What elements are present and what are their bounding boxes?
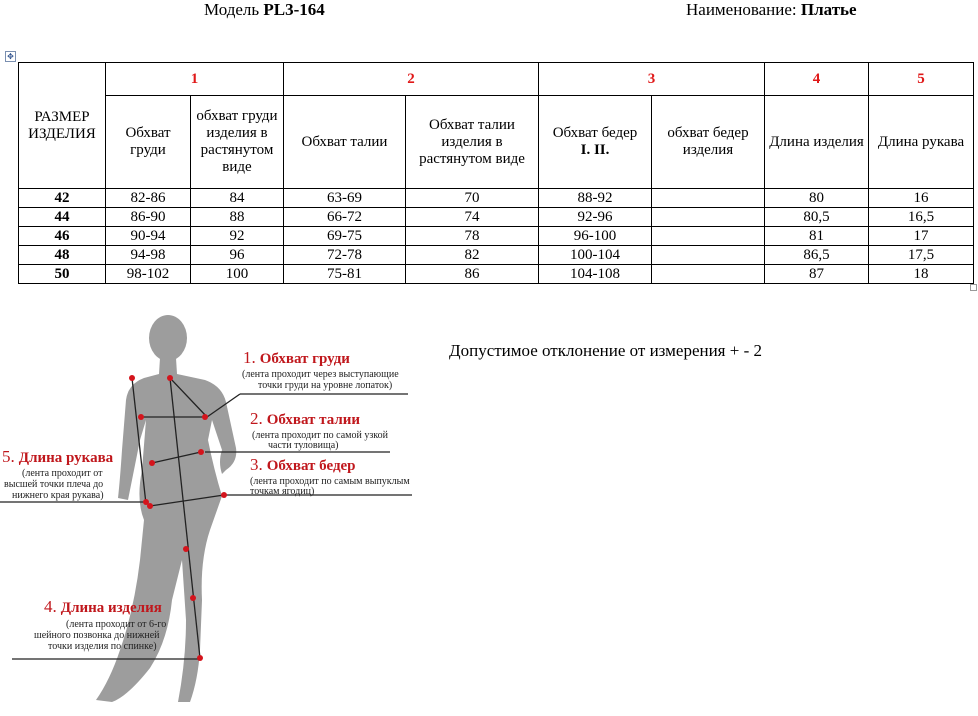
size-cell: 44 [19, 208, 106, 227]
annotation-chest-title: Обхват груди [259, 351, 350, 367]
annotation-hips-note-2: точкам ягодиц) [250, 486, 315, 497]
annotation-sleeve-title: Длина рукава [18, 450, 114, 466]
table-cell: 82-86 [106, 189, 191, 208]
col-header-hips-garment: обхват бедер изделия [652, 96, 765, 189]
table-cell: 74 [406, 208, 539, 227]
table-cell: 88 [191, 208, 284, 227]
table-cell [652, 208, 765, 227]
annotation-sleeve-note-3: нижнего края рукава) [12, 490, 104, 501]
table-cell: 100-104 [539, 246, 652, 265]
size-cell: 48 [19, 246, 106, 265]
col-header-sleeve: Длина рукава [869, 96, 974, 189]
col-header-waist: Обхват талии [284, 96, 406, 189]
col-header-hips-suffix: I. II. [580, 142, 610, 158]
group-1-number: 1 [106, 63, 284, 96]
group-5-number: 5 [869, 63, 974, 96]
name-label: Наименование: [686, 0, 797, 19]
annotation-waist-num: 2. [250, 409, 263, 428]
size-header: РАЗМЕР ИЗДЕЛИЯ [19, 63, 106, 189]
measurement-diagram [0, 305, 440, 716]
group-4-number: 4 [765, 63, 869, 96]
annotation-waist-title: Обхват талии [266, 412, 361, 428]
col-header-chest-stretched: обхват груди изделия в растянутом виде [191, 96, 284, 189]
tolerance-note: Допустимое отклонение от измерения + - 2 [449, 341, 762, 360]
annotation-hips-note-1: (лента проходит по самым выпуклым [250, 476, 410, 487]
table-row [19, 227, 974, 246]
size-cell: 50 [19, 265, 106, 284]
table-move-handle-icon[interactable]: ✥ [5, 51, 16, 62]
table-cell [652, 189, 765, 208]
table-row [19, 246, 974, 265]
table-row [19, 189, 974, 208]
table-cell: 86 [406, 265, 539, 284]
table-cell: 96-100 [539, 227, 652, 246]
table-cell: 98-102 [106, 265, 191, 284]
annotation-chest [243, 348, 350, 367]
annotation-hips [250, 455, 356, 474]
table-cell: 104-108 [539, 265, 652, 284]
col-header-hips [539, 96, 652, 189]
col-header-hips-label: Обхват бедер [552, 125, 638, 141]
table-cell: 80,5 [765, 208, 869, 227]
table-cell: 81 [765, 227, 869, 246]
annotation-chest-note-2: точки груди на уровне лопаток) [258, 380, 393, 391]
table-cell: 17 [869, 227, 974, 246]
table-cell: 16,5 [869, 208, 974, 227]
size-cell: 42 [19, 189, 106, 208]
annotation-waist [250, 409, 360, 428]
annotation-length-title: Длина изделия [60, 600, 162, 616]
col-header-chest: Обхват груди [106, 96, 191, 189]
table-cell: 92-96 [539, 208, 652, 227]
table-cell [652, 227, 765, 246]
annotation-length [44, 597, 162, 616]
table-cell: 70 [406, 189, 539, 208]
annotation-chest-note-1: (лента проходит через выступающие [242, 369, 399, 380]
table-cell: 94-98 [106, 246, 191, 265]
table-row [19, 208, 974, 227]
table-cell: 72-78 [284, 246, 406, 265]
table-cell: 100 [191, 265, 284, 284]
table-cell: 80 [765, 189, 869, 208]
annotation-hips-num: 3. [250, 455, 263, 474]
annotation-sleeve-note-2: высшей точки плеча до [4, 479, 104, 490]
name-heading [686, 0, 857, 20]
group-2-number: 2 [284, 63, 539, 96]
table-cell: 88-92 [539, 189, 652, 208]
annotation-waist-note-1: (лента проходит по самой узкой [252, 430, 388, 441]
annotation-length-note-1: (лента проходит от 6-го [66, 619, 167, 630]
table-cell: 16 [869, 189, 974, 208]
annotation-sleeve-num: 5. [2, 447, 15, 466]
table-cell: 18 [869, 265, 974, 284]
size-table [18, 62, 974, 284]
group-3-number: 3 [539, 63, 765, 96]
table-cell: 75-81 [284, 265, 406, 284]
table-cell: 86,5 [765, 246, 869, 265]
table-cell: 96 [191, 246, 284, 265]
table-resize-handle[interactable] [970, 284, 977, 291]
annotation-sleeve [2, 447, 114, 466]
annotation-length-note-3: точки изделия по спинке) [48, 641, 157, 652]
annotation-waist-note-2: части туловища) [268, 440, 339, 451]
table-cell: 92 [191, 227, 284, 246]
annotation-chest-num: 1. [243, 348, 256, 367]
annotation-hips-title: Обхват бедер [266, 458, 356, 474]
annotation-sleeve-note-1: (лента проходит от [22, 468, 103, 479]
table-row [19, 265, 974, 284]
table-cell: 84 [191, 189, 284, 208]
table-cell: 66-72 [284, 208, 406, 227]
size-cell: 46 [19, 227, 106, 246]
table-cell [652, 265, 765, 284]
table-cell: 86-90 [106, 208, 191, 227]
table-cell: 17,5 [869, 246, 974, 265]
table-cell: 78 [406, 227, 539, 246]
table-cell: 69-75 [284, 227, 406, 246]
model-value: PL3-164 [263, 0, 325, 19]
annotation-length-note-2: шейного позвонка до нижней [34, 630, 160, 641]
col-header-waist-stretched: Обхват талии изделия в растянутом виде [406, 96, 539, 189]
table-cell [652, 246, 765, 265]
table-cell: 82 [406, 246, 539, 265]
name-value: Платье [800, 0, 857, 19]
model-label: Модель [204, 0, 260, 19]
table-cell: 63-69 [284, 189, 406, 208]
col-header-length: Длина изделия [765, 96, 869, 189]
table-cell: 87 [765, 265, 869, 284]
annotation-length-num: 4. [44, 597, 57, 616]
model-heading [204, 0, 325, 20]
table-cell: 90-94 [106, 227, 191, 246]
